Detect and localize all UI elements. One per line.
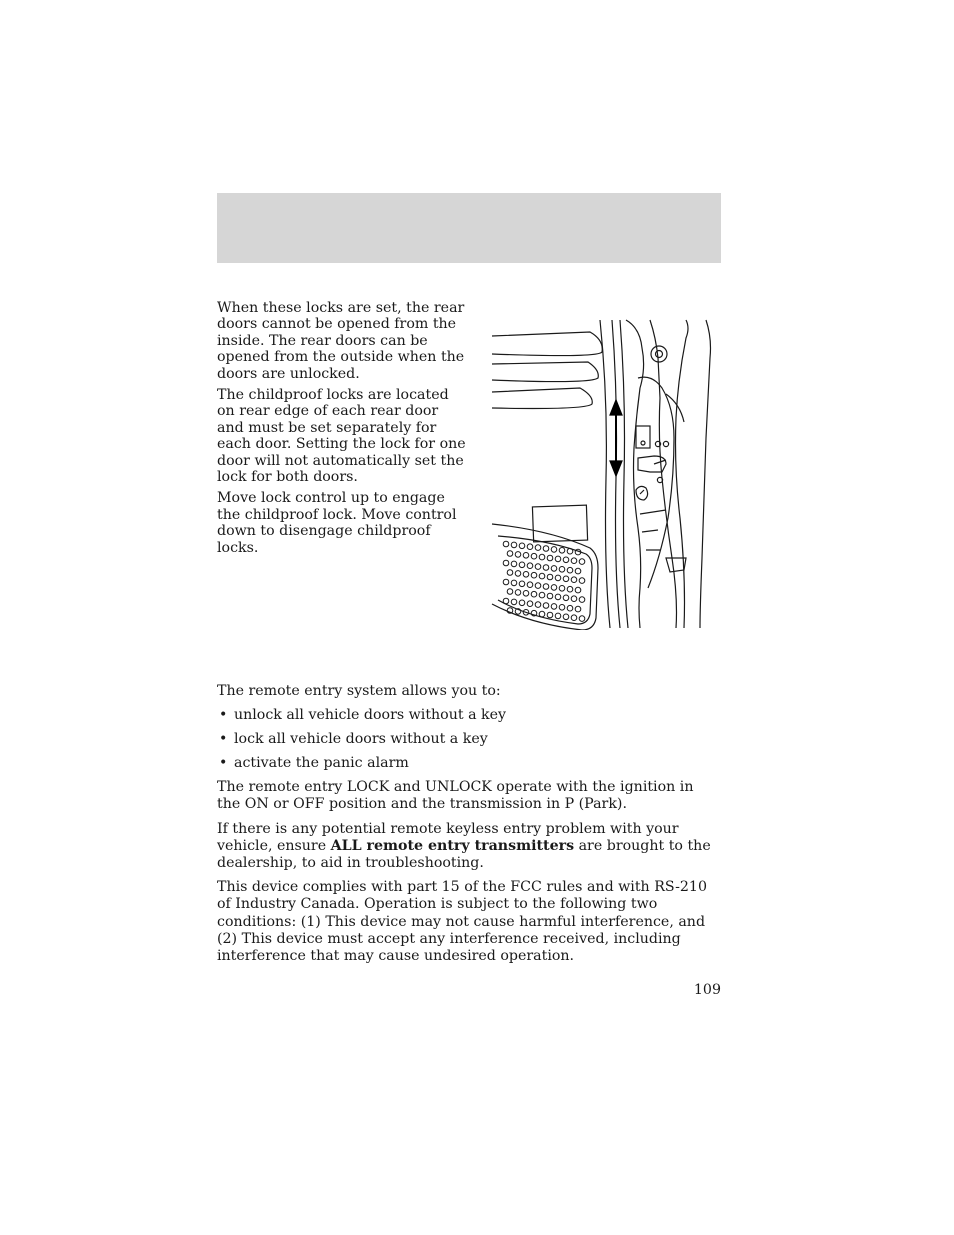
bullet-icon: • (219, 731, 228, 748)
remote-entry-feature-list (217, 707, 721, 772)
childproof-paragraph-2: The childproof locks are located on rear edge of each rear door and must be set separately for each door. Setting the lock for one door will not automatically set the lock for both doors. (217, 387, 466, 486)
troubleshooting-emphasis: ALL remote entry transmitters (330, 837, 575, 854)
childproof-locks-text (217, 300, 467, 561)
page-number: 109 (693, 982, 721, 998)
remote-entry-troubleshooting (217, 821, 721, 873)
fcc-compliance-notice: This device complies with part 15 of the FCC rules and with RS-210 of Industry Canada. Operation is subject to the following two conditions: (1) This device may not cause harmful interference, and (2) This device must accept any interference received, including interference that may cause undesired operation. (217, 879, 707, 965)
remote-entry-operation: The remote entry LOCK and UNLOCK operate with the ignition in the ON or OFF position and the transmission in P (Park). (217, 779, 694, 813)
list-item (217, 707, 721, 724)
list-item (217, 755, 721, 772)
childproof-lock-door-illustration-icon (490, 318, 720, 630)
list-item-text: activate the panic alarm (234, 755, 409, 772)
up-down-arrow-icon (610, 400, 622, 476)
list-item-text: lock all vehicle doors without a key (234, 731, 488, 748)
speaker-grille-holes (503, 541, 585, 621)
remote-entry-intro: The remote entry system allows you to: (217, 683, 501, 699)
bullet-icon: • (219, 707, 228, 724)
troubleshooting-suffix: are brought to the dealership, to aid in troubleshooting. (217, 837, 711, 872)
section-header-band (217, 193, 721, 263)
bullet-icon: • (219, 755, 228, 772)
list-item (217, 731, 721, 748)
list-item-text: unlock all vehicle doors without a key (234, 707, 507, 724)
childproof-paragraph-1: When these locks are set, the rear doors cannot be opened from the inside. The rear doors can be opened from the outside when the doors are unlocked. (217, 300, 465, 382)
childproof-paragraph-3: Move lock control up to engage the childproof lock. Move control down to disengage childproof locks. (217, 490, 457, 556)
troubleshooting-prefix: If there is any potential remote keyless entry problem with your vehicle, ensure (217, 820, 679, 854)
remote-entry-section (217, 683, 721, 972)
